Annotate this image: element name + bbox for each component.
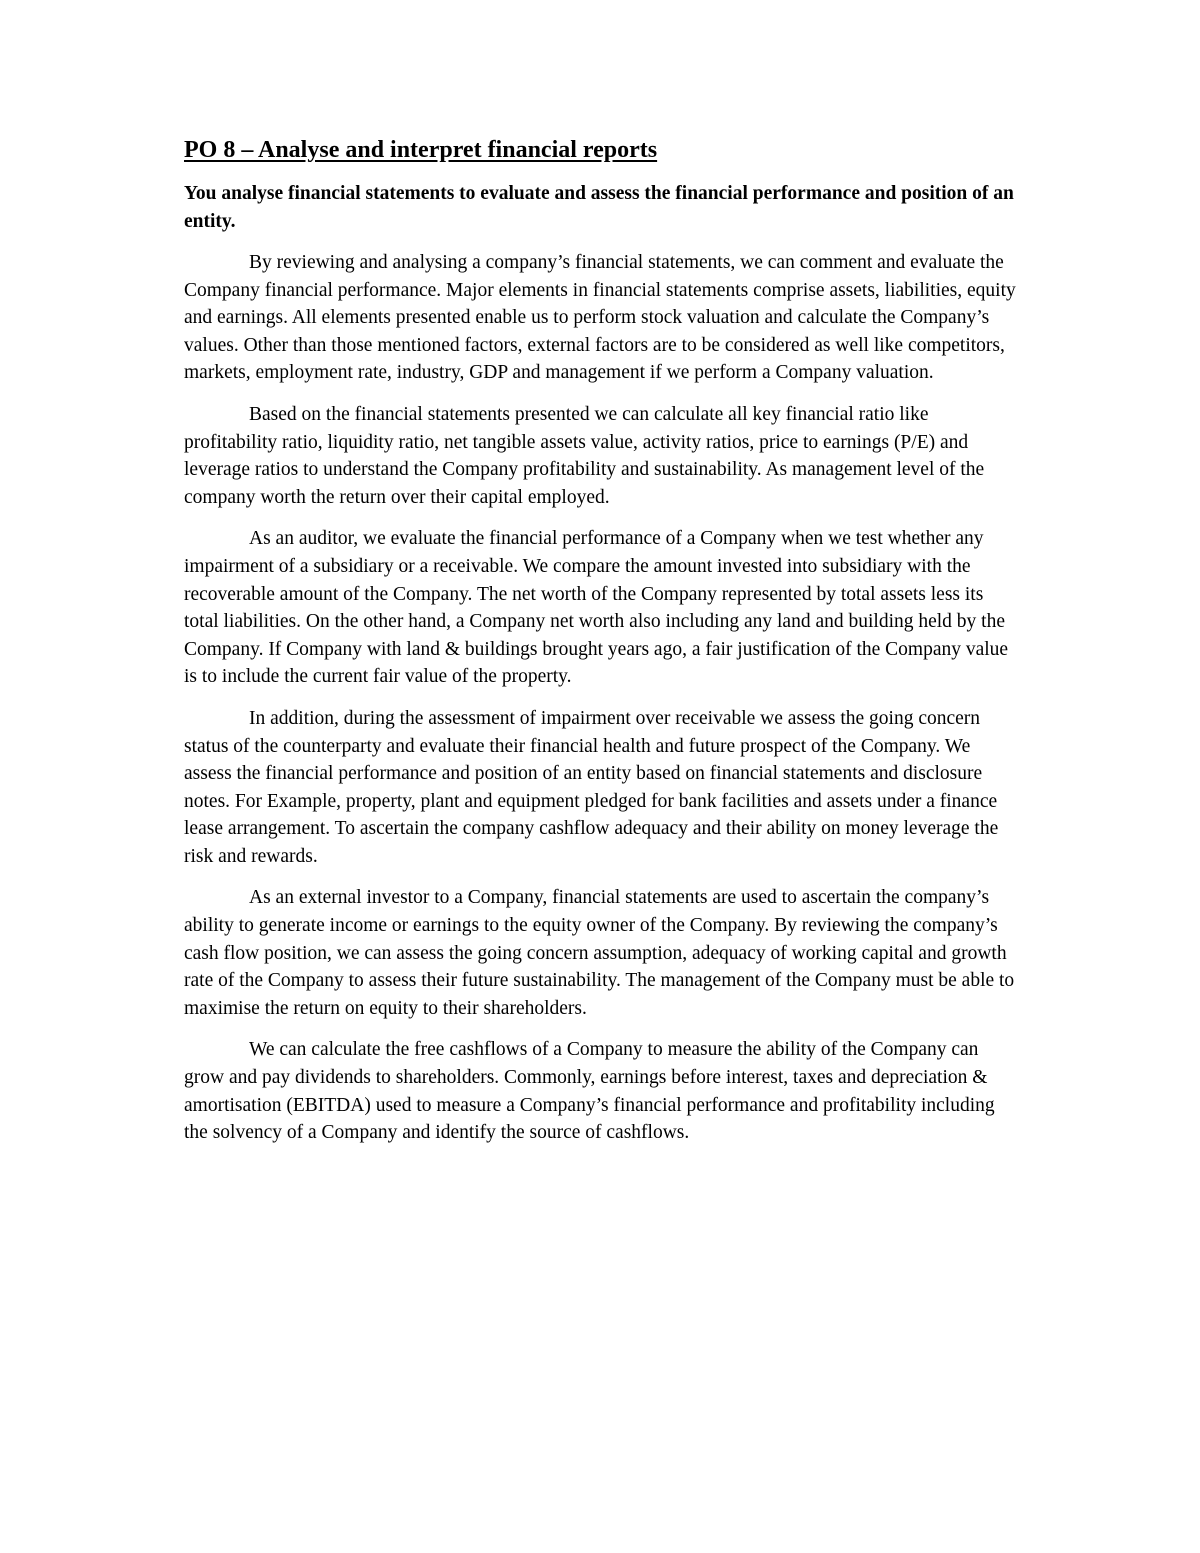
document-body: [184, 134, 1016, 1147]
paragraph-impairment: In addition, during the assessment of impairment over receivable we assess the going concern status of the counterparty and evaluate their financial health and future prospect of the Company. We assess the financial performance and position of an entity based on financial statements and disclosure notes. For Example, property, plant and equipment pledged for bank facilities and assets under a finance lease arrangement. To ascertain the company cashflow adequacy and their ability on money leverage the risk and rewards.: [184, 707, 999, 867]
paragraph-financial-ratios: Based on the financial statements presented we can calculate all key financial ratio like profitability ratio, liquidity ratio, net tangible assets value, activity ratios, price to earnings (P/E) and leverage ratios to understand the Company profitability and sustainability. As management level of the company worth the return over their capital employed.: [184, 403, 985, 508]
paragraph-external-investor: As an external investor to a Company, financial statements are used to ascertain the company’s ability to generate income or earnings to the equity owner of the Company. By reviewing the company’s cash flow position, we can assess the going concern assumption, adequacy of working capital and growth rate of the Company to assess their future sustainability. The management of the Company must be able to maximise the return on equity to their shareholders.: [184, 887, 1015, 1019]
paragraph-free-cashflows: We can calculate the free cashflows of a Company to measure the ability of the Company can grow and pay dividends to shareholders. Commonly, earnings before interest, taxes and depreciation & amortisation (EBITDA) used to measure a Company’s financial performance and profitability including the solvency of a Company and identify the source of cashflows.: [184, 1039, 995, 1144]
document-subtitle: You analyse financial statements to evaluate and assess the financial performance and position of an entity.: [184, 183, 1014, 232]
paragraph-overview: By reviewing and analysing a company’s financial statements, we can comment and evaluate the Company financial performance. Major elements in financial statements comprise assets, liabilities, equity and earnings. All elements presented enable us to perform stock valuation and calculate the Company’s values. Other than those mentioned factors, external factors are to be considered as well like competitors, markets, employment rate, industry, GDP and management if we perform a Company valuation.: [184, 252, 1016, 384]
document-title: PO 8 – Analyse and interpret financial reports: [184, 137, 658, 163]
paragraph-auditor: As an auditor, we evaluate the financial performance of a Company when we test whether any impairment of a subsidiary or a receivable. We compare the amount invested into subsidiary with the recoverable amount of the Company. The net worth of the Company represented by total assets less its total liabilities. On the other hand, a Company net worth also including any land and building held by the Company. If Company with land & buildings brought years ago, a fair justification of the Company value is to include the current fair value of the property.: [184, 528, 1009, 688]
